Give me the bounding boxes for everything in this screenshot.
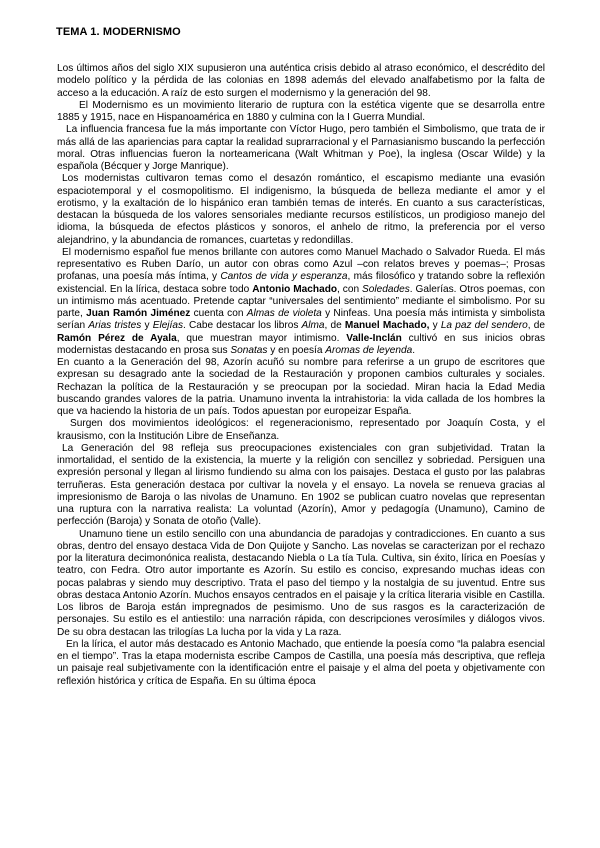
paragraph-generacion-98: En cuanto a la Generación del 98, Azorín acuñó su nombre para referirse a un grupo de escritores que expresan su desagrado ante la sociedad de la Restauración y proponen cambios culturales y sociales. Rechazan la política de la Restauración y se preocupan por la sociedad. Miran hacia la Edad Media buscando grandes valores de la patria. Unamuno inventa la intrahistoria: la vida callada de los hombres la que va haciendo la historia de un país. Todos apuestan por europeizar España.: [57, 357, 545, 417]
paragraph-influences: La influencia francesa fue la más importante con Víctor Hugo, pero también el Simbolismo, que trata de ir más allá de las apariencias para captar la realidad suprarracional y el Parnasianismo buscando la perfección moral. Otras influencias fueron la norteamericana (Walt Whitman y Poe), la inglesa (Oscar Wilde) y la española (Bécquer y Jorge Manrique).: [57, 124, 545, 172]
paragraph-preocupaciones: La Generación del 98 refleja sus preocupaciones existenciales con gran subjetividad. Tratan la inmortalidad, el sentido de la existencia, la muerte y la religión con sencillez y sobriedad. Persiguen una expresión personal y llegan al lirismo fundiendo su alma con los paisajes. Destaca el gusto por las palabras terruñeras. Esta generación destaca por cultivar la novela y el ensayo. La novela se renueva gracias al impresionismo de Baroja o las nivolas de Unamuno. En 1902 se publican cuatro novelas que representan una ruptura con la narrativa realista: La voluntad (Azorín), Amor y pedagogía (Unamuno), Camino de perfección (Baroja) y Sonata de otoño (Valle).: [57, 442, 545, 528]
document-title: TEMA 1. MODERNISMO: [56, 26, 181, 38]
paragraph-unamuno-azorin-baroja: Unamuno tiene un estilo sencillo con una abundancia de paradojas y contradicciones. En cuanto a sus obras, dentro del ensayo destaca Vida de Don Quijote y Sancho. Las novelas se caracterizan por el rechazo por la literatura decimonónica realista, destacando Niebla o La tía Tula. Cultiva, sin éxito, lírica en Poesías y teatro, con Fedra. Otro autor importante es Azorín. Su estilo es conciso, expresando muchas ideas con pocas palabras y siendo muy descriptivo. Trata el paso del tiempo y la nostalgia de su juventud. Entre sus obras destaca Antonio Azorín. Muchos ensayos centrados en el paisaje y la crítica literaria visible en Castilla. Los libros de Baroja están impregnados de pesimismo. Uno de sus rasgos es la caracterización de personajes. Su estilo es el antiestilo: una narración rápida, con descripciones verosímiles y diálogos vivos. De su obra destacan las trilogías La lucha por la vida y La raza.: [57, 528, 545, 638]
paragraph-intro: Los últimos años del siglo XIX supusieron una auténtica crisis debido al atraso económico, el descrédito del modelo político y la pérdida de las colonias en 1898 además del elevado analfabetismo por la falta de acceso a la educación. A raíz de esto surgen el modernismo y la generación del 98.: [57, 63, 545, 99]
paragraph-lirica-machado: En la lírica, el autor más destacado es Antonio Machado, que entiende la poesía como “la palabra esencial en el tiempo”. Tras la etapa modernista escribe Campos de Castilla, una poesía más descriptiva, que refleja un paisaje real subjetivamente con la identificación entre el paisaje y el alma del poeta y objetivamente con reflexión histórica y crítica de España. En su última época: [57, 638, 545, 687]
paragraph-modernismo-espanol: El modernismo español fue menos brillante con autores como Manuel Machado o Salvador Rueda. El más representativo es Ruben Darío, un autor con obras como Azul –con relatos breves y poemas–; Prosas profanas, una poesía más íntima, y Cantos de vida y esperanza, más filosófico y tratando sobre la reflexión existencial. En la lírica, destaca sobre todo Antonio Machado, con Soledades. Galerías. Otros poemas, con un intimismo más acentuado. Pretende captar “universales del sentimiento” mediante el simbolismo. Por su parte, Juan Ramón Jiménez cuenta con Almas de violeta y Ninfeas. Una poesía más intimista y simbolista serían Arias tristes y Elejías. Cabe destacar los libros Alma, de Manuel Machado, y La paz del sendero, de Ramón Pérez de Ayala, que muestran mayor intimismo. Valle-Inclán cultivó en sus inicios obras modernistas destacando en prosa sus Sonatas y en poesía Aromas de leyenda.: [57, 246, 546, 356]
paragraph-movimientos-ideologicos: Surgen dos movimientos ideológicos: el regeneracionismo, representado por Joaquín Costa, y el krausismo, con la Institución Libre de Enseñanza.: [57, 418, 545, 442]
paragraph-themes: Los modernistas cultivaron temas como el desazón romántico, el escapismo mediante una evasión espaciotemporal y el cosmopolitismo. El indigenismo, la búsqueda de belleza mediante el amor y el erotismo, y la exaltación de lo hispánico eran también temas de interés. En cuanto a sus características, destacan la búsqueda de los valores sensoriales mediante recursos estilísticos, un prodigioso manejo del idioma, la búsqueda de efectos plásticos y sonoros, el anhelo de ritmo, la preferencia por el verso alejandrino, y la abundancia de romances, cuartetas y redondillas.: [57, 173, 545, 246]
paragraph-modernismo-definition: El Modernismo es un movimiento literario de ruptura con la estética vigente que se desarrolla entre 1885 y 1915, nace en Hispanoamérica en 1880 y culmina con la I Guerra Mundial.: [57, 99, 545, 123]
document-page: [57, 26, 545, 688]
